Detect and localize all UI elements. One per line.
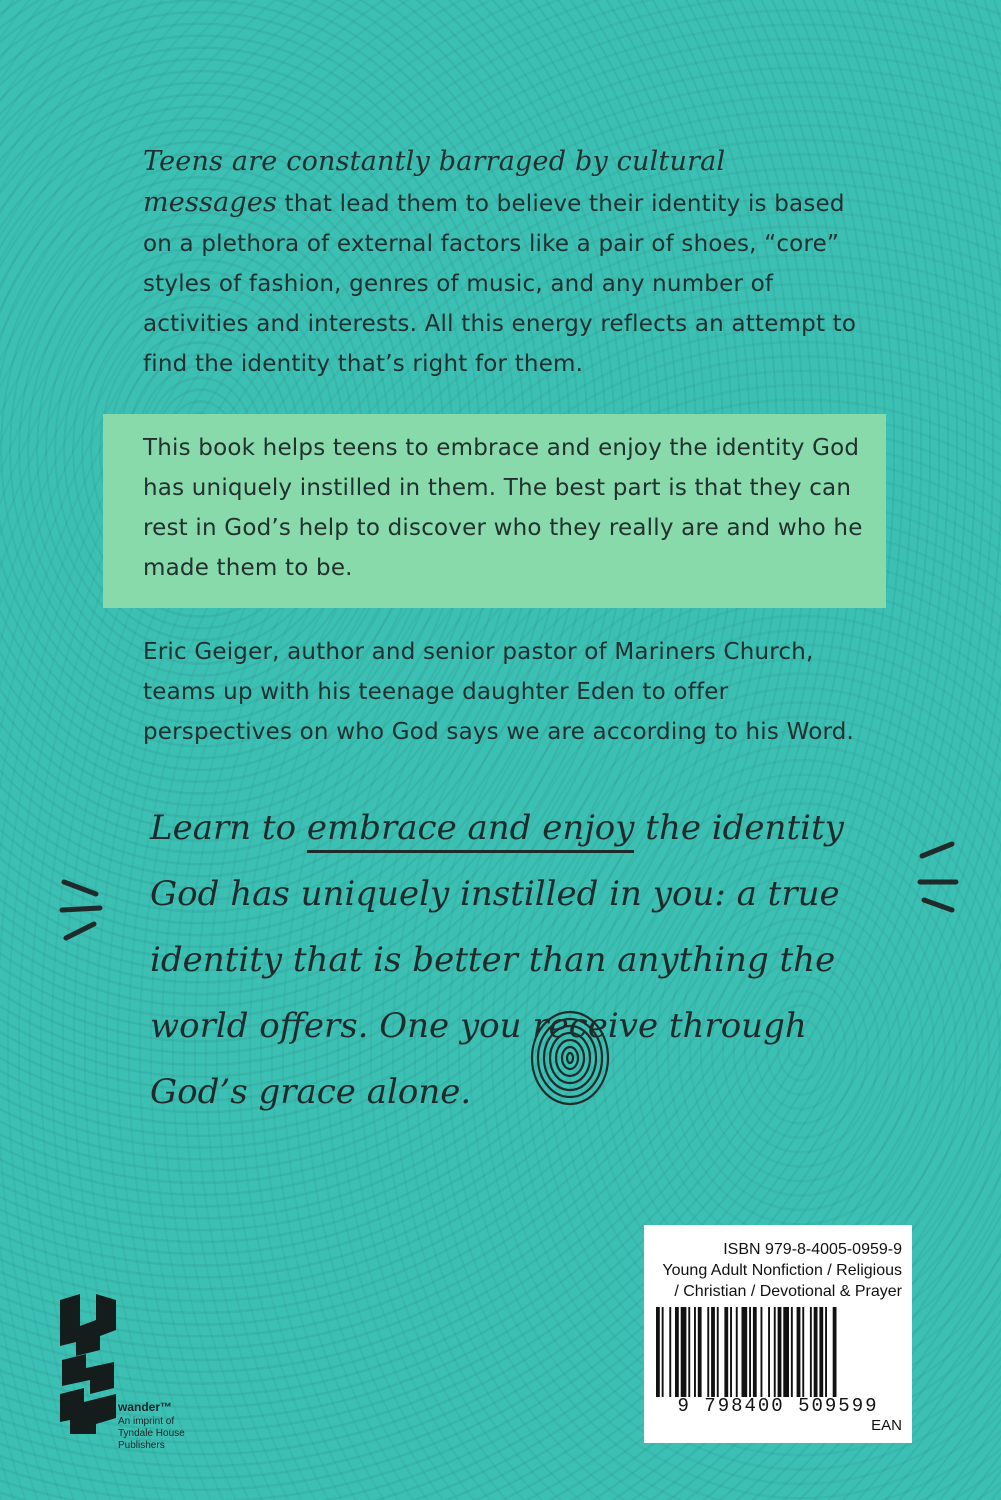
barcode-bar [662, 1307, 664, 1397]
barcode-bar [778, 1307, 782, 1397]
barcode-bar [825, 1307, 827, 1397]
barcode-bar [730, 1307, 732, 1397]
imprint-line-2: Tyndale House [118, 1428, 185, 1439]
barcode-bar [724, 1307, 728, 1397]
author-paragraph: Eric Geiger, author and senior pastor of Mariners Church, teams up with his teenage daughter Eden to offer perspectives on who God says we are according to his Word. [143, 639, 855, 745]
barcode-bar [753, 1307, 757, 1397]
wander-logo-icon [56, 1290, 120, 1438]
barcode-bar [783, 1307, 789, 1397]
category-line-2: / Christian / Devotional & Prayer [674, 1283, 902, 1300]
emphasis-dashes-left-icon [58, 868, 108, 948]
barcode-bar [761, 1307, 763, 1397]
barcode-bar [694, 1307, 696, 1397]
barcode-bar [819, 1307, 823, 1397]
barcode-bar [675, 1307, 679, 1397]
handwritten-quote [150, 795, 890, 1125]
barcode-bar [810, 1307, 812, 1397]
barcode-bar [774, 1307, 776, 1397]
imprint-block [118, 1400, 185, 1452]
barcode-bar [768, 1307, 770, 1397]
barcode-bar [681, 1307, 687, 1397]
quote-underlined: embrace and enjoy [307, 808, 635, 853]
fingerprint-icon [528, 1006, 612, 1106]
intro-paragraph [143, 142, 863, 384]
ean-label: EAN [871, 1417, 902, 1434]
quote-before: Learn to [150, 808, 307, 848]
category-line-1: Young Adult Nonfiction / Religious [662, 1262, 902, 1279]
barcode-bar [736, 1307, 738, 1397]
barcode-bar [688, 1307, 690, 1397]
barcode-bar [791, 1307, 793, 1397]
barcode-bar [669, 1307, 671, 1397]
barcode-bar [833, 1307, 837, 1397]
barcode-bar [742, 1307, 748, 1397]
highlight-paragraph: This book helps teens to embrace and enjoy the identity God has uniquely instilled in them. The best part is that they can rest in God’s help to discover who they really are and who he made them to be. [143, 435, 863, 581]
barcode-bar [698, 1307, 702, 1397]
barcode-bar [814, 1307, 818, 1397]
barcode-bar [707, 1307, 709, 1397]
intro-text: that lead them to believe their identity is based on a plethora of external factors like a pair of shoes, “core” styles of fashion, genres of music, and any number of activities and interests. All this energy reflects an attempt to find the identity that’s right for them. [143, 191, 857, 377]
quote-after: the identity God has uniquely instilled in you: a true identity that is better than anything the world offers. One you receive through God’s grace alone. [150, 808, 844, 1112]
barcode-bar [656, 1307, 660, 1397]
barcode-bar [749, 1307, 751, 1397]
barcode-bar [717, 1307, 719, 1397]
barcode-number: 9 798400 509599 [677, 1395, 879, 1417]
intro-handwritten-lead: Teens are constantly barraged by cultural messages [143, 146, 726, 218]
imprint-line-1: An imprint of [118, 1416, 175, 1427]
barcode-panel [644, 1225, 912, 1443]
barcode-bar [711, 1307, 715, 1397]
barcode-bar [802, 1307, 804, 1397]
isbn-text: ISBN 979-8-4005-0959-9 [723, 1241, 902, 1258]
barcode-bars [654, 1307, 902, 1397]
imprint-name: wander™ [118, 1400, 173, 1414]
emphasis-dashes-right-icon [912, 838, 962, 918]
barcode-bar [797, 1307, 801, 1397]
imprint-line-3: Publishers [118, 1440, 165, 1451]
